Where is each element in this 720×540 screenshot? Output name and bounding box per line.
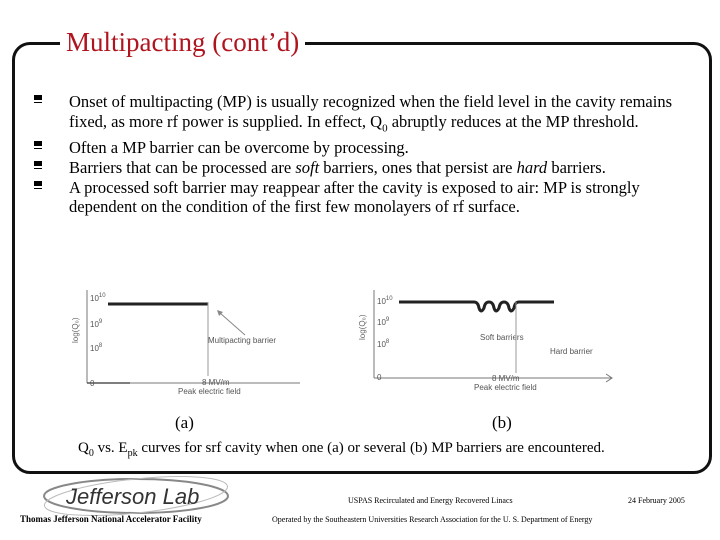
bullet-text-part: hard <box>516 158 548 178</box>
bullet-list <box>34 92 674 217</box>
y-axis-label: log(Q₀) <box>71 317 80 343</box>
panel-label-a: (a) <box>175 413 194 432</box>
panel-label-b: (b) <box>492 413 512 432</box>
bullet-text-part: soft <box>295 158 320 178</box>
figure-caption: $Q_0$ vs. $E_{pk}$ curves for srf cavity when one (a) or several (b) MP barriers are encountered. <box>78 440 605 459</box>
operated-by: Operated by the Southeastern Universities Research Association for the U. S. Department of Energy <box>272 515 593 524</box>
x-axis-label: Peak electric field <box>474 383 537 392</box>
figure-b <box>344 268 614 403</box>
y-axis-label: log(Q₀) <box>358 314 367 340</box>
bullet-text-part: barriers. <box>547 158 606 178</box>
annotation-label: Multipacting barrier <box>208 336 277 345</box>
y-tick: $10^{10}$ <box>377 296 393 306</box>
annotation-soft-label: Soft barriers <box>480 333 524 342</box>
y-tick: $10^8$ <box>90 343 103 353</box>
bullet-text-part: Onset of multipacting (MP) is usually recognized when the field level in the cavity remains fixed, as more rf power is supplied. In effect, Q <box>69 92 673 131</box>
x-tick: 8 MV/m <box>202 378 230 387</box>
bullet-text-part: abruptly reduces at the MP threshold. <box>387 111 639 131</box>
y-tick: 0 <box>377 373 382 382</box>
slide-title: Multipacting (cont’d) <box>60 26 305 58</box>
bullet-text-part: barriers, ones that persist are <box>319 158 517 178</box>
footer-date: 24 February 2005 <box>628 496 685 505</box>
svg-text:Jefferson Lab: Jefferson Lab <box>66 484 200 509</box>
bullet-text-part: A processed soft barrier may reappear after the cavity is exposed to air: MP is strongly dependent on the condition of the first few monolayers of rf surface. <box>69 177 640 217</box>
bullet-item <box>34 158 674 178</box>
bullet-item <box>34 92 674 138</box>
y-tick: $10^9$ <box>377 317 390 327</box>
annotation-hard-label: Hard barrier <box>550 347 593 356</box>
course-name: USPAS Recirculated and Energy Recovered Linacs <box>348 496 513 505</box>
y-tick: $10^{10}$ <box>90 293 106 303</box>
jefferson-lab-logo <box>36 474 236 518</box>
y-tick: $10^8$ <box>377 339 390 349</box>
bullet-item <box>34 178 674 217</box>
organization-name: Thomas Jefferson National Accelerator Facility <box>20 514 202 524</box>
bullet-text-part: 0 <box>382 121 388 134</box>
y-tick: $10^9$ <box>90 319 103 329</box>
bullet-item <box>34 138 674 158</box>
figure-a <box>60 268 310 403</box>
y-tick: 0 <box>90 379 95 388</box>
x-tick: 8 MV/m <box>492 374 520 383</box>
bullet-text-part: Barriers that can be processed are <box>69 158 296 178</box>
x-axis-label: Peak electric field <box>178 387 241 396</box>
bullet-text-part: Often a MP barrier can be overcome by processing. <box>69 138 409 158</box>
